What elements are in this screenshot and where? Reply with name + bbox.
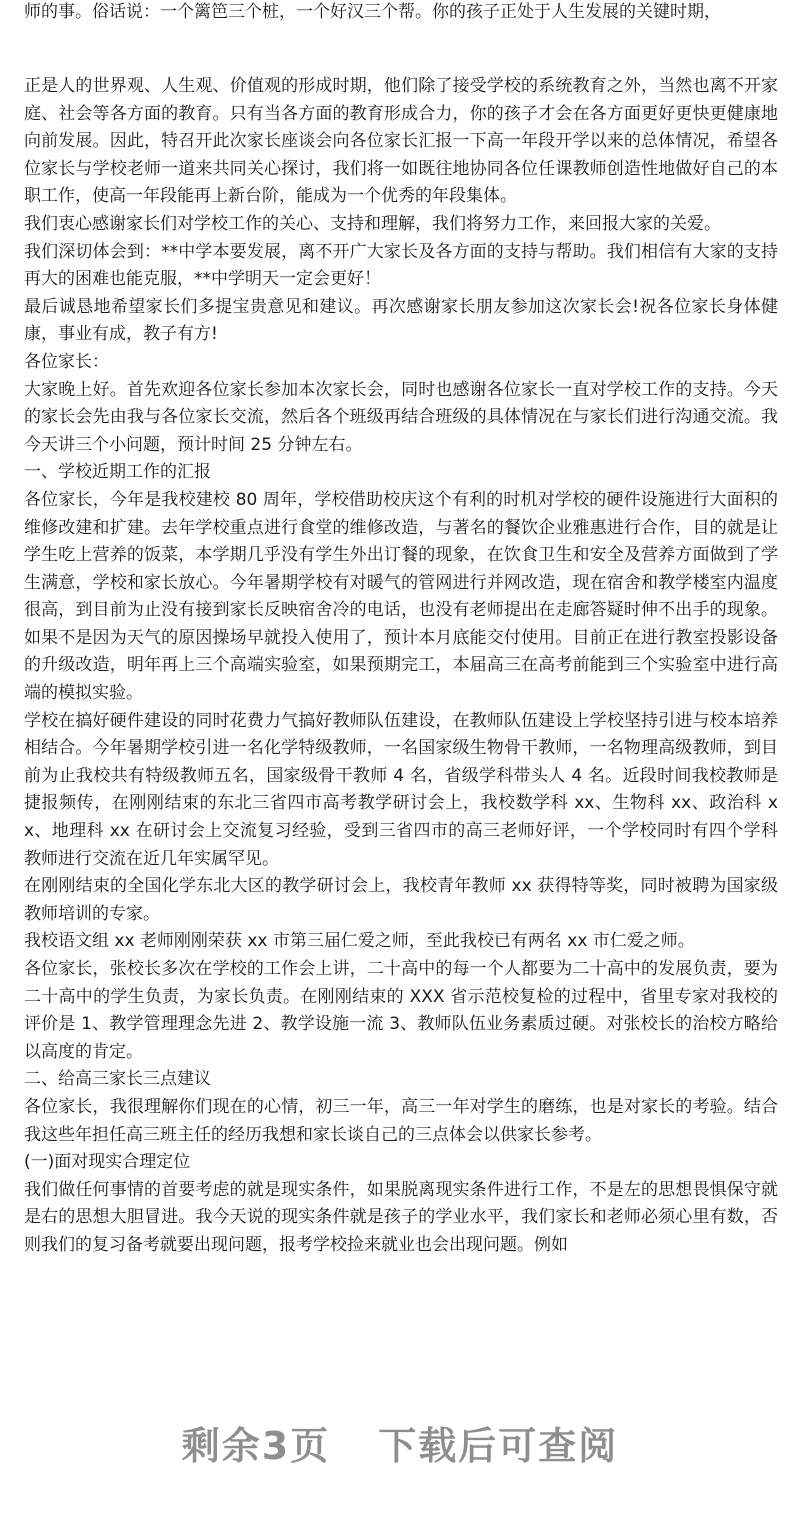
subsection-heading: (一)面对现实合理定位 bbox=[24, 1152, 191, 1173]
section-heading: 一、学校近期工作的汇报 bbox=[24, 462, 211, 483]
remaining-pages-label[interactable]: 剩余3页 bbox=[181, 1424, 331, 1468]
paragraph: 我们做任何事情的首要考虑的就是现实条件，如果脱离现实条件进行工作，不是左的思想畏惧保守就是右的思想大胆冒进。我今天说的现实条件就是孩子的学业水平，我们家长和老师必须心里有数，否则我们的复习备考就要出现问题，报考学校捡来就业也会出现问题。例如 bbox=[24, 1179, 778, 1255]
paragraph: 最后诚恳地希望家长们多提宝贵意见和建议。再次感谢家长朋友参加这次家长会!祝各位家长身体健康，事业有成，教子有方! bbox=[24, 296, 778, 345]
paragraph: 各位家长，今年是我校建校 80 周年，学校借助校庆这个有利的时机对学校的硬件设施进行大面积的维修改建和扩建。去年学校重点进行食堂的维修改造，与著名的餐饮企业雅惠进行合作，目的就是让学生吃上营养的饭菜，本学期几乎没有学生外出订餐的现象，在饮食卫生和安全及营养方面做到了学生满意，学校和家长放心。今年暑期学校有对暖气的管网进行并网改造，现在宿舍和教学楼室内温度很高，到目前为止没有接到家长反映宿舍冷的电话，也没有老师提出在走廊答疑时伸不出手的现象。如果不是因为天气的原因操场早就投入使用了，预计本月底能交付使用。目前正在进行教室投影设备的升级改造，明年再上三个高端实验室，如果预期完工，本届高三在高考前能到三个实验室中进行高端的模拟实验。 bbox=[24, 489, 778, 704]
paragraph: 各位家长，张校长多次在学校的工作会上讲，二十高中的每一个人都要为二十高中的发展负责，要为二十高中的学生负责，为家长负责。在刚刚结束的 XXX 省示范校复检的过程中，省里专家对我校的评价是 1、教学管理理念先进 2、教学设施一流 3、教师队伍业务素质过硬。对张校长的治校方略给以高度的肯定。 bbox=[24, 959, 778, 1062]
paragraph: 我们深切体会到：**中学本要发展，离不开广大家长及各方面的支持与帮助。我们相信有大家的支持再大的困难也能克服，**中学明天一定会更好！ bbox=[24, 241, 778, 290]
paragraph: 我们衷心感谢家长们对学校工作的关心、支持和理解，我们将努力工作，来回报大家的关爱。 bbox=[24, 213, 721, 234]
paragraph: 正是人的世界观、人生观、价值观的形成时期，他们除了接受学校的系统教育之外，当然也离不开家庭、社会等各方面的教育。只有当各方面的教育形成合力，你的孩子才会在各方面更好更快更健康地向前发展。因此，特召开此次家长座谈会向各位家长汇报一下高一年段开学以来的总体情况，希望各位家长与学校老师一道来共同关心探讨，我们将一如既往地协同各位任课教师创造性地做好自己的本职工作，使高一年段能再上新台阶，能成为一个优秀的年段集体。 bbox=[24, 76, 778, 207]
download-hint[interactable] bbox=[0, 1415, 800, 1470]
salutation: 各位家长： bbox=[24, 351, 109, 372]
paragraph: 大家晚上好。首先欢迎各位家长参加本次家长会，同时也感谢各位家长一直对学校工作的支持。今天的家长会先由我与各位家长交流，然后各个班级再结合班级的具体情况在与家长们进行沟通交流。我今天讲三个小问题，预计时间 25 分钟左右。 bbox=[24, 379, 778, 455]
section-heading: 二、给高三家长三点建议 bbox=[24, 1069, 211, 1090]
paragraph: 在刚刚结束的全国化学东北大区的教学研讨会上，我校青年教师 xx 获得特等奖，同时被聘为国家级教师培训的专家。 bbox=[24, 876, 778, 924]
download-to-view-label[interactable]: 下载后可查阅 bbox=[378, 1424, 619, 1468]
document-top-line: 师的事。俗话说：一个篱笆三个桩，一个好汉三个帮。你的孩子正处于人生发展的关键时期， bbox=[24, 2, 721, 22]
paragraph: 各位家长，我很理解你们现在的心情，初三一年，高三一年对学生的磨练，也是对家长的考验。结合我这些年担任高三班主任的经历我想和家长谈自己的三点体会以供家长参考。 bbox=[24, 1096, 778, 1145]
download-overlay[interactable] bbox=[0, 1395, 800, 1513]
paragraph: 学校在搞好硬件建设的同时花费力气搞好教师队伍建设，在教师队伍建设上学校坚持引进与校本培养相结合。今年暑期学校引进一名化学特级教师，一名国家级生物骨干教师，一名物理高级教师，到目前为止我校共有特级教师五名，国家级骨干教师 4 名，省级学科带头人 4 名。近段时间我校教师是捷报频传，在刚刚结束的东北三省四市高考教学研讨会上，我校数学科 xx、生物科 xx、政治科 xx、地理科 xx 在研讨会上交流复习经验，受到三省四市的高三老师好评，一个学校同时有四个学科教师进行交流在近几年实属罕见。 bbox=[24, 710, 778, 869]
document-body bbox=[24, 73, 778, 1260]
paragraph: 我校语文组 xx 老师刚刚荣获 xx 市第三届仁爱之师，至此我校已有两名 xx 市仁爱之师。 bbox=[24, 931, 695, 952]
